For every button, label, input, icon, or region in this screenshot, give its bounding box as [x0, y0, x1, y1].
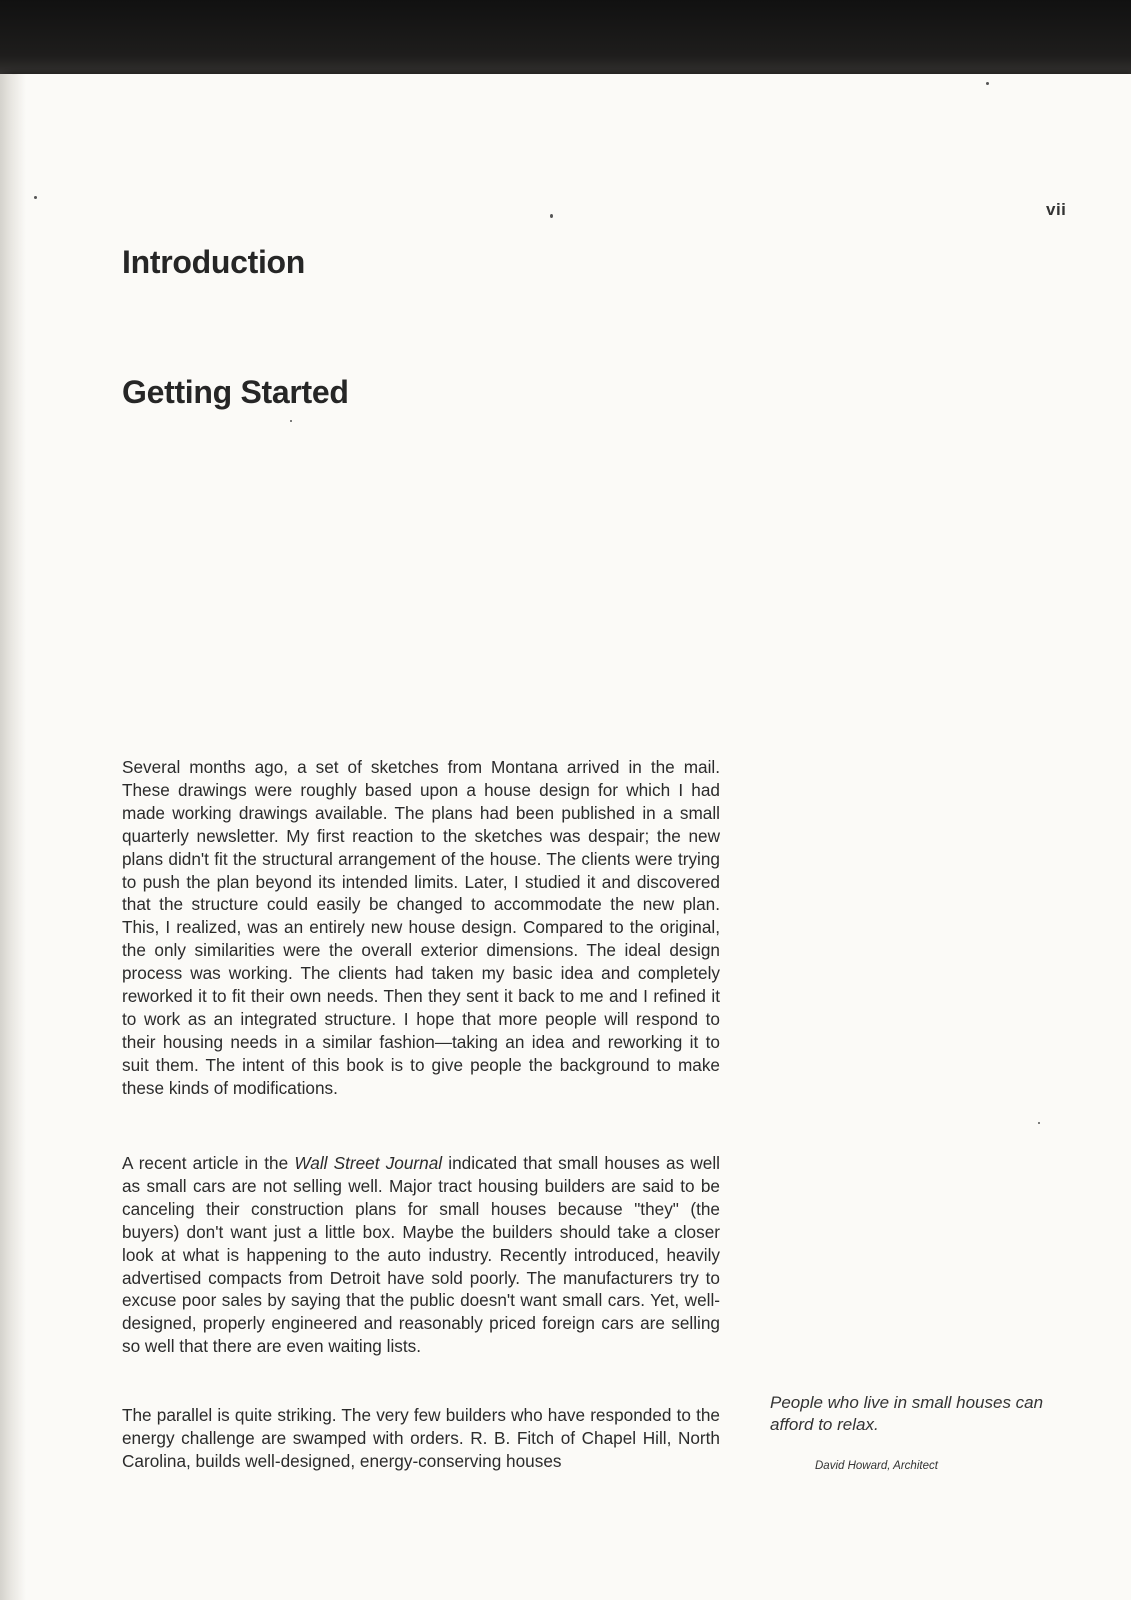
pull-quote: People who live in small houses can afford to relax.	[770, 1393, 1044, 1434]
body-column	[122, 1404, 720, 1495]
spine-shadow	[0, 74, 26, 1600]
scan-speck	[550, 214, 553, 218]
body-column	[122, 1152, 720, 1380]
scan-background	[0, 0, 1131, 80]
body-paragraph-2: A recent article in the Wall Street Journal indicated that small houses as well as small cars are not selling well. Major tract housing builders are said to be canceling their construction plans for small houses because "they" (the buyers) don't want just a little box. Maybe the builders should take a closer look at what is happening to the auto industry. Recently introduced, heavily advertised compacts from Detroit have sold poorly. The manufacturers try to excuse poor sales by saying that the public doesn't want small cars. Yet, well-designed, properly engineered and reasonably priced foreign cars are selling so well that there are even waiting lists.	[122, 1153, 720, 1357]
scan-speck	[34, 196, 37, 199]
body-column	[122, 756, 720, 1122]
page-number: vii	[1046, 200, 1067, 219]
periodical-title: Wall Street Journal	[294, 1153, 443, 1173]
quote-attribution: David Howard, Architect	[815, 1460, 938, 1472]
scan-speck	[986, 82, 989, 85]
scan-speck	[290, 420, 292, 422]
section-title: Getting Started	[122, 374, 349, 410]
chapter-title: Introduction	[122, 244, 306, 280]
body-paragraph-3: The parallel is quite striking. The very few builders who have responded to the energy challenge are swamped with orders. R. B. Fitch of Chapel Hill, North Carolina, builds well-designed, energy-conserving houses	[122, 1405, 720, 1471]
scan-speck	[1038, 1122, 1040, 1124]
body-paragraph-1: Several months ago, a set of sketches from Montana arrived in the mail. These drawings were roughly based upon a house design for which I had made working drawings available. The plans had been published in a small quarterly newsletter. My first reaction to the sketches was despair; the new plans didn't fit the structural arrangement of the house. The clients were trying to push the plan beyond its intended limits. Later, I studied it and discovered that the structure could easily be changed to accommodate the new plan. This, I realized, was an entirely new house design. Compared to the original, the only similarities were the overall exterior dimensions. The ideal design process was working. The clients had taken my basic idea and completely reworked it to fit their own needs. Then they sent it back to me and I refined it to work as an integrated structure. I hope that more people will respond to their housing needs in a similar fashion—taking an idea and reworking it to suit them. The intent of this book is to give people the background to make these kinds of modifications.	[122, 757, 720, 1098]
